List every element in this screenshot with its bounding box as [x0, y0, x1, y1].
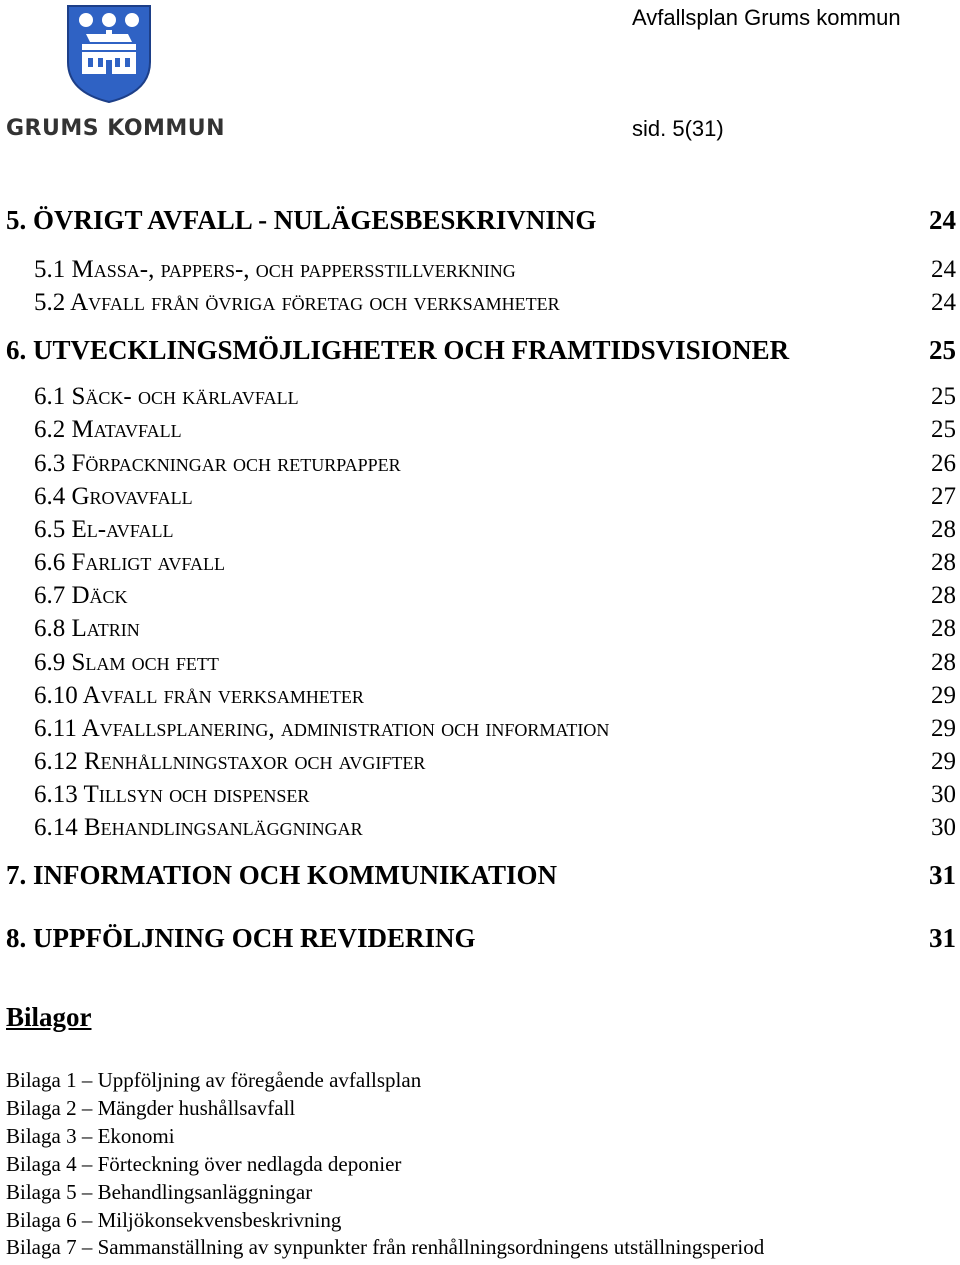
toc-section[interactable] — [0, 649, 960, 679]
toc-section[interactable] — [0, 715, 960, 745]
toc-entry-title: 6.7 Däck — [34, 582, 128, 609]
appendix-item: Bilaga 1 – Uppföljning av föregående avfallsplan — [6, 1068, 422, 1092]
toc-entry-page: 27 — [931, 483, 956, 510]
toc-entry-page: 29 — [931, 748, 956, 775]
appendix-item: Bilaga 3 – Ekonomi — [6, 1124, 175, 1148]
toc-section[interactable] — [0, 748, 960, 778]
toc-chapter[interactable] — [0, 923, 960, 955]
toc-entry-page: 25 — [931, 383, 956, 410]
toc-entry-title: 6.10 Avfall från verksamheter — [34, 682, 364, 709]
toc-section[interactable] — [0, 549, 960, 579]
toc-entry-page: 28 — [931, 516, 956, 543]
appendix-item: Bilaga 5 – Behandlingsanläggningar — [6, 1180, 313, 1204]
toc-section[interactable] — [0, 256, 960, 286]
coat-of-arms-icon — [66, 4, 152, 104]
toc-chapter[interactable] — [0, 860, 960, 892]
toc-entry-page: 29 — [931, 682, 956, 709]
toc-entry-page: 29 — [931, 715, 956, 742]
toc-entry-title: 6.6 Farligt avfall — [34, 549, 225, 576]
toc-entry-page: 28 — [931, 615, 956, 642]
toc-entry-page: 26 — [931, 450, 956, 477]
toc-entry-title: 6.4 Grovavfall — [34, 483, 193, 510]
toc-entry-title: 6.14 Behandlingsanläggningar — [34, 814, 363, 841]
toc-section[interactable] — [0, 416, 960, 446]
toc-entry-title: 6. UTVECKLINGSMÖJLIGHETER OCH FRAMTIDSVISIONER — [6, 335, 790, 365]
toc-entry-title: 6.8 Latrin — [34, 615, 140, 642]
municipality-logo — [4, 2, 226, 142]
toc-section[interactable] — [0, 450, 960, 480]
toc-section[interactable] — [0, 682, 960, 712]
toc-section[interactable] — [0, 615, 960, 645]
toc-section[interactable] — [0, 814, 960, 844]
toc-entry-title: 5.2 Avfall från övriga företag och verksamheter — [34, 289, 560, 316]
appendix-item: Bilaga 6 – Miljökonsekvensbeskrivning — [6, 1208, 342, 1232]
toc-entry-title: 6.13 Tillsyn och dispenser — [34, 781, 310, 808]
toc-entry-title: 6.11 Avfallsplanering, administration och information — [34, 715, 610, 742]
toc-section[interactable] — [0, 516, 960, 546]
appendix-item: Bilaga 4 – Förteckning över nedlagda deponier — [6, 1152, 402, 1176]
toc-section[interactable] — [0, 383, 960, 413]
appendix-item: Bilaga 7 – Sammanställning av synpunkter från renhållningsordningens utställningsperiod — [6, 1235, 765, 1259]
toc-entry-page: 30 — [931, 781, 956, 808]
toc-chapter[interactable] — [0, 335, 960, 367]
toc-entry-title: 5.1 Massa-, pappers-, och pappersstillverkning — [34, 256, 516, 283]
toc-entry-page: 28 — [931, 649, 956, 676]
toc-entry-page: 31 — [929, 860, 956, 890]
toc-entry-title: 6.1 Säck- och kärlavfall — [34, 383, 299, 410]
toc-entry-page: 30 — [931, 814, 956, 841]
page-number: sid. 5(31) — [632, 116, 724, 141]
appendix-heading: Bilagor — [6, 1002, 92, 1032]
toc-section[interactable] — [0, 483, 960, 513]
toc-entry-title: 7. INFORMATION OCH KOMMUNIKATION — [6, 860, 557, 890]
toc-entry-page: 28 — [931, 549, 956, 576]
toc-section[interactable] — [0, 582, 960, 612]
document-title: Avfallsplan Grums kommun — [632, 5, 901, 30]
toc-entry-page: 31 — [929, 923, 956, 953]
toc-section[interactable] — [0, 781, 960, 811]
appendix-item: Bilaga 2 – Mängder hushållsavfall — [6, 1096, 296, 1120]
toc-entry-page: 24 — [931, 289, 956, 316]
toc-entry-title: 6.12 Renhållningstaxor och avgifter — [34, 748, 426, 775]
toc-entry-page: 25 — [929, 335, 956, 365]
toc-entry-page: 24 — [929, 205, 956, 235]
toc-entry-title: 6.3 Förpackningar och returpapper — [34, 450, 401, 477]
toc-section[interactable] — [0, 289, 960, 319]
toc-chapter[interactable] — [0, 205, 960, 237]
toc-entry-title: 6.9 Slam och fett — [34, 649, 219, 676]
toc-entry-page: 24 — [931, 256, 956, 283]
toc-entry-title: 8. UPPFÖLJNING OCH REVIDERING — [6, 923, 476, 953]
toc-entry-title: 5. ÖVRIGT AVFALL - NULÄGESBESKRIVNING — [6, 205, 597, 235]
toc-entry-page: 25 — [931, 416, 956, 443]
organization-name: GRUMS KOMMUN — [6, 116, 226, 141]
toc-entry-page: 28 — [931, 582, 956, 609]
toc-entry-title: 6.2 Matavfall — [34, 416, 182, 443]
toc-entry-title: 6.5 El-avfall — [34, 516, 174, 543]
